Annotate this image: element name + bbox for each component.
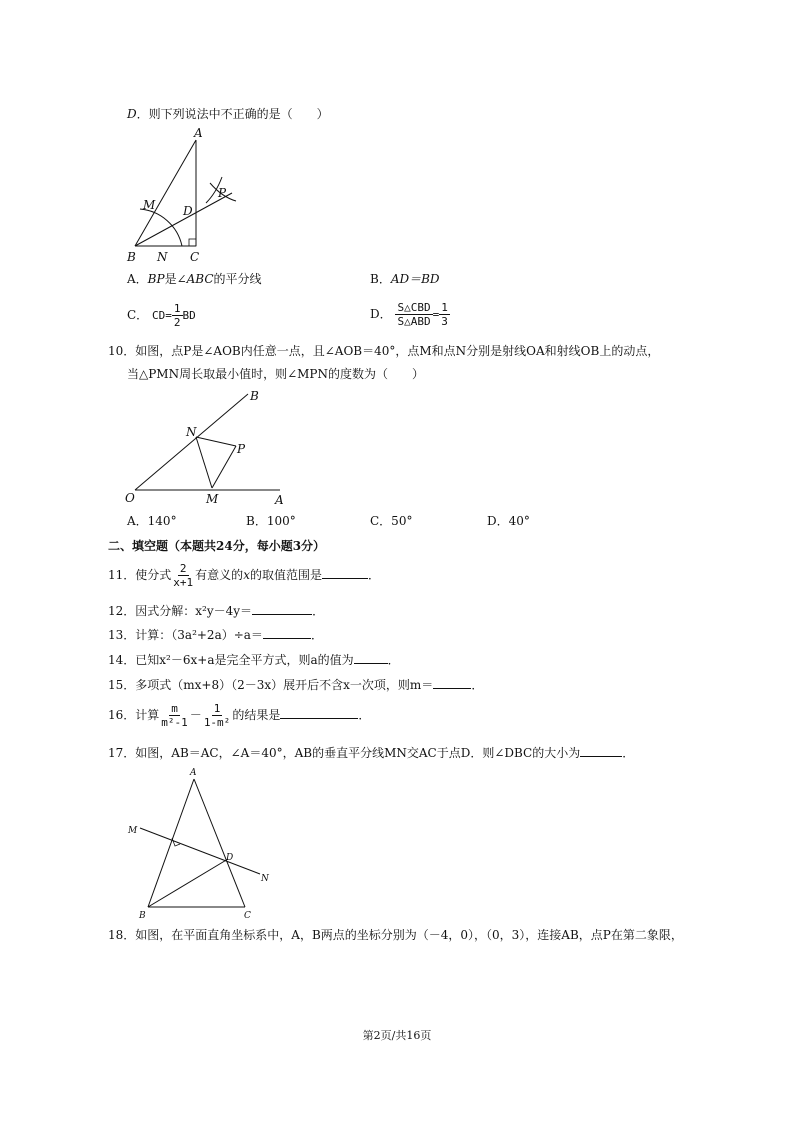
- q18: 18．如图，在平面直角坐标系中，A，B两点的坐标分别为（－4，0），（0，3），连接AB，点P在第二象限，: [108, 928, 683, 942]
- q17-label-a: A: [190, 768, 197, 778]
- q10-label-b: B: [250, 389, 259, 403]
- q10-option-a: A．140°: [127, 514, 177, 528]
- q17-label-m: M: [128, 826, 138, 836]
- q11-blank[interactable]: [322, 566, 368, 579]
- q9-tail: D．则下列说法中不正确的是（ ）: [127, 107, 329, 121]
- q17-blank[interactable]: [580, 744, 622, 757]
- q9-option-c: C． CD= $\frac{1}{2}$ BD: [127, 302, 196, 329]
- q15-blank[interactable]: [433, 676, 471, 689]
- q9-label-p: P: [218, 186, 227, 200]
- q9-option-b: B．AD＝BD: [370, 272, 440, 286]
- q17-label-n: N: [261, 874, 269, 884]
- q10-option-c: C．50°: [370, 514, 413, 528]
- q10-line2: 当△PMN周长取最小值时，则∠MPN的度数为（ ）: [127, 367, 425, 381]
- q10-figure: [120, 386, 300, 511]
- q17-figure: [120, 762, 280, 922]
- q10-line1: 10．如图，点P是∠AOB内任意一点，且∠AOB＝40°，点M和点N分别是射线OA和射线OB上的动点，: [108, 344, 660, 358]
- q9-option-a: A．BP是∠ABC的平分线: [127, 272, 262, 286]
- q14: 14．已知x²－6x+a是完全平方式，则a的值为 ．: [108, 653, 400, 667]
- q10-label-o: O: [125, 491, 135, 505]
- section-title: 二、填空题（本题共24分，每小题3分）: [108, 539, 326, 553]
- q16: 16．计算 $\frac{m}{\text{m²-1}}$ － $\frac{1}{\text{1-m²}}$ 的结果是 ．: [108, 702, 371, 729]
- q9-option-d: D． $\frac{\text{S△CBD}}{\text{S△ABD}}$ = $\frac{1}{3}$: [370, 301, 448, 328]
- q17-label-d: D: [226, 853, 234, 863]
- q9-label-n: N: [157, 250, 168, 264]
- q10-label-n: N: [186, 425, 197, 439]
- q9-label-d: D: [183, 204, 193, 218]
- q10-option-b: B．100°: [246, 514, 296, 528]
- q16-blank[interactable]: [280, 706, 358, 719]
- q13-blank[interactable]: [263, 626, 311, 639]
- q10-label-m: M: [206, 492, 219, 506]
- q9-figure: [120, 125, 250, 265]
- q9-label-c: C: [190, 250, 200, 264]
- q10-label-p: P: [237, 442, 246, 456]
- q11: 11．使分式 $\frac{2}{x+1}$ 有意义的x的取值范围是 ．: [108, 562, 380, 589]
- q13: 13．计算：（3a²+2a）÷a＝ ．: [108, 628, 323, 642]
- q12-blank[interactable]: [252, 602, 312, 615]
- q17-label-b: B: [139, 911, 146, 921]
- q9-label-a: A: [194, 126, 203, 140]
- q14-blank[interactable]: [354, 651, 388, 664]
- page-footer: 第2页/共16页: [362, 1029, 432, 1042]
- q12: 12．因式分解：x²y－4y＝ ．: [108, 604, 325, 618]
- q17-label-c: C: [244, 911, 251, 921]
- q10-option-d: D．40°: [487, 514, 530, 528]
- q9-label-b: B: [127, 250, 136, 264]
- q9-label-m: M: [143, 198, 156, 212]
- q17: 17．如图，AB＝AC，∠A＝40°，AB的垂直平分线MN交AC于点D．则∠DBC的大小为 ．: [108, 746, 635, 760]
- q15: 15．多项式（mx+8）（2－3x）展开后不含x一次项，则m＝ ．: [108, 678, 484, 692]
- q10-label-a: A: [275, 493, 284, 507]
